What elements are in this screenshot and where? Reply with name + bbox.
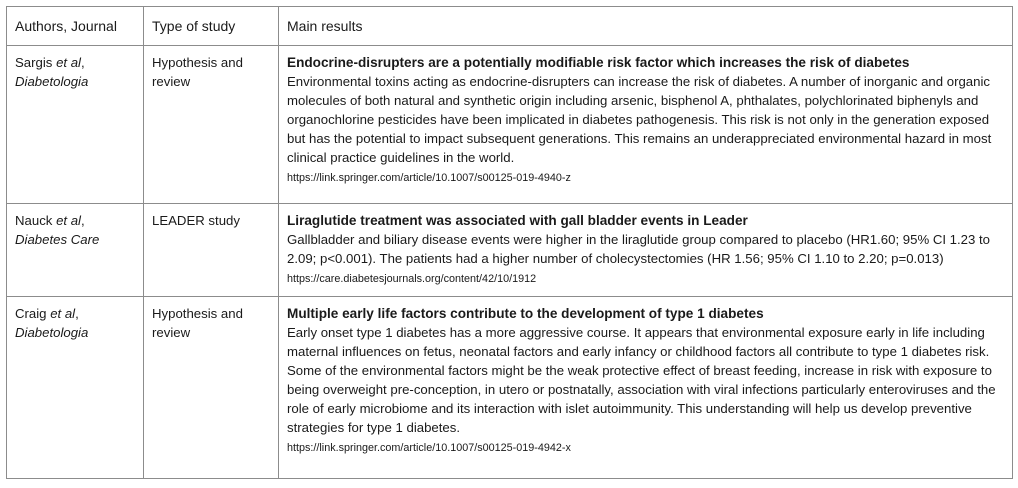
author-comma: , (81, 55, 85, 70)
header-main-results: Main results (279, 7, 1013, 46)
author-comma: , (75, 306, 79, 321)
journal-name: Diabetologia (15, 74, 89, 89)
author-comma: , (81, 213, 85, 228)
result-body: Early onset type 1 diabetes has a more aggressive course. It appears that environmental exposure early in life including maternal influences on fetus, neonatal factors and early infancy or childhood factors all contribute to type 1 diabetes risk. Some of the environmental factors might be the weak protective effect of breast feeding, increase in risk with exposure to being overweight pre-conception, in utero or postnatally, association with viral infections particularly enteroviruses and the role of early microbiome and its interaction with islet autoimmunity. This understanding will help us develop preventive strategies for type 1 diabetes. (287, 325, 996, 435)
author-et-al: et al (56, 55, 81, 70)
result-title: Liraglutide treatment was associated with gall bladder events in Leader (287, 213, 748, 228)
result-title: Endocrine-disrupters are a potentially modifiable risk factor which increases the risk of diabetes (287, 55, 910, 70)
header-authors-journal: Authors, Journal (7, 7, 144, 46)
table-row (7, 297, 1013, 479)
cell-study-type: Hypothesis and review (144, 297, 279, 479)
author-et-al: et al (56, 213, 81, 228)
cell-study-type: Hypothesis and review (144, 46, 279, 204)
result-link[interactable]: https://link.springer.com/article/10.1007/s00125-019-4940-z (287, 172, 571, 184)
cell-main-results (279, 204, 1013, 297)
journal-name: Diabetes Care (15, 232, 100, 247)
header-type-of-study: Type of study (144, 7, 279, 46)
cell-authors (7, 297, 144, 479)
journal-name: Diabetologia (15, 325, 89, 340)
cell-study-type: LEADER study (144, 204, 279, 297)
table-row (7, 46, 1013, 204)
table-header-row (7, 7, 1013, 46)
cell-main-results (279, 46, 1013, 204)
cell-main-results (279, 297, 1013, 479)
result-body: Gallbladder and biliary disease events were higher in the liraglutide group compared to placebo (HR1.60; 95% CI 1.23 to 2.09; p<0.001). The patients had a higher number of cholecystectomies (HR 1.56; 95% CI 1.10 to 2.20; p=0.013) (287, 232, 991, 266)
author-name (15, 53, 135, 72)
result-link[interactable]: https://care.diabetesjournals.org/content/42/10/1912 (287, 273, 537, 285)
literature-table (6, 6, 1013, 479)
author-et-al: et al (50, 306, 76, 321)
cell-authors (7, 204, 144, 297)
author-surname: Craig (15, 306, 47, 321)
cell-authors (7, 46, 144, 204)
author-name (15, 211, 135, 230)
table-row (7, 204, 1013, 297)
author-name (15, 304, 135, 323)
result-body: Environmental toxins acting as endocrine-disrupters can increase the risk of diabetes. A number of inorganic and organic molecules of both natural and synthetic origin including arsenic, bisphenol A, phthalates, polychlorinated biphenyls and organochlorine pesticides have been implicated in diabetes pathogenesis. This risk is not only in the generation exposed but has the potential to impact subsequent generations. This remains an underappreciated environmental hazard in most clinical practice guidelines in the world. (287, 74, 992, 165)
result-link[interactable]: https://link.springer.com/article/10.1007/s00125-019-4942-x (287, 442, 571, 454)
result-title: Multiple early life factors contribute to the development of type 1 diabetes (287, 306, 764, 321)
author-surname: Nauck (15, 213, 53, 228)
author-surname: Sargis (15, 55, 53, 70)
